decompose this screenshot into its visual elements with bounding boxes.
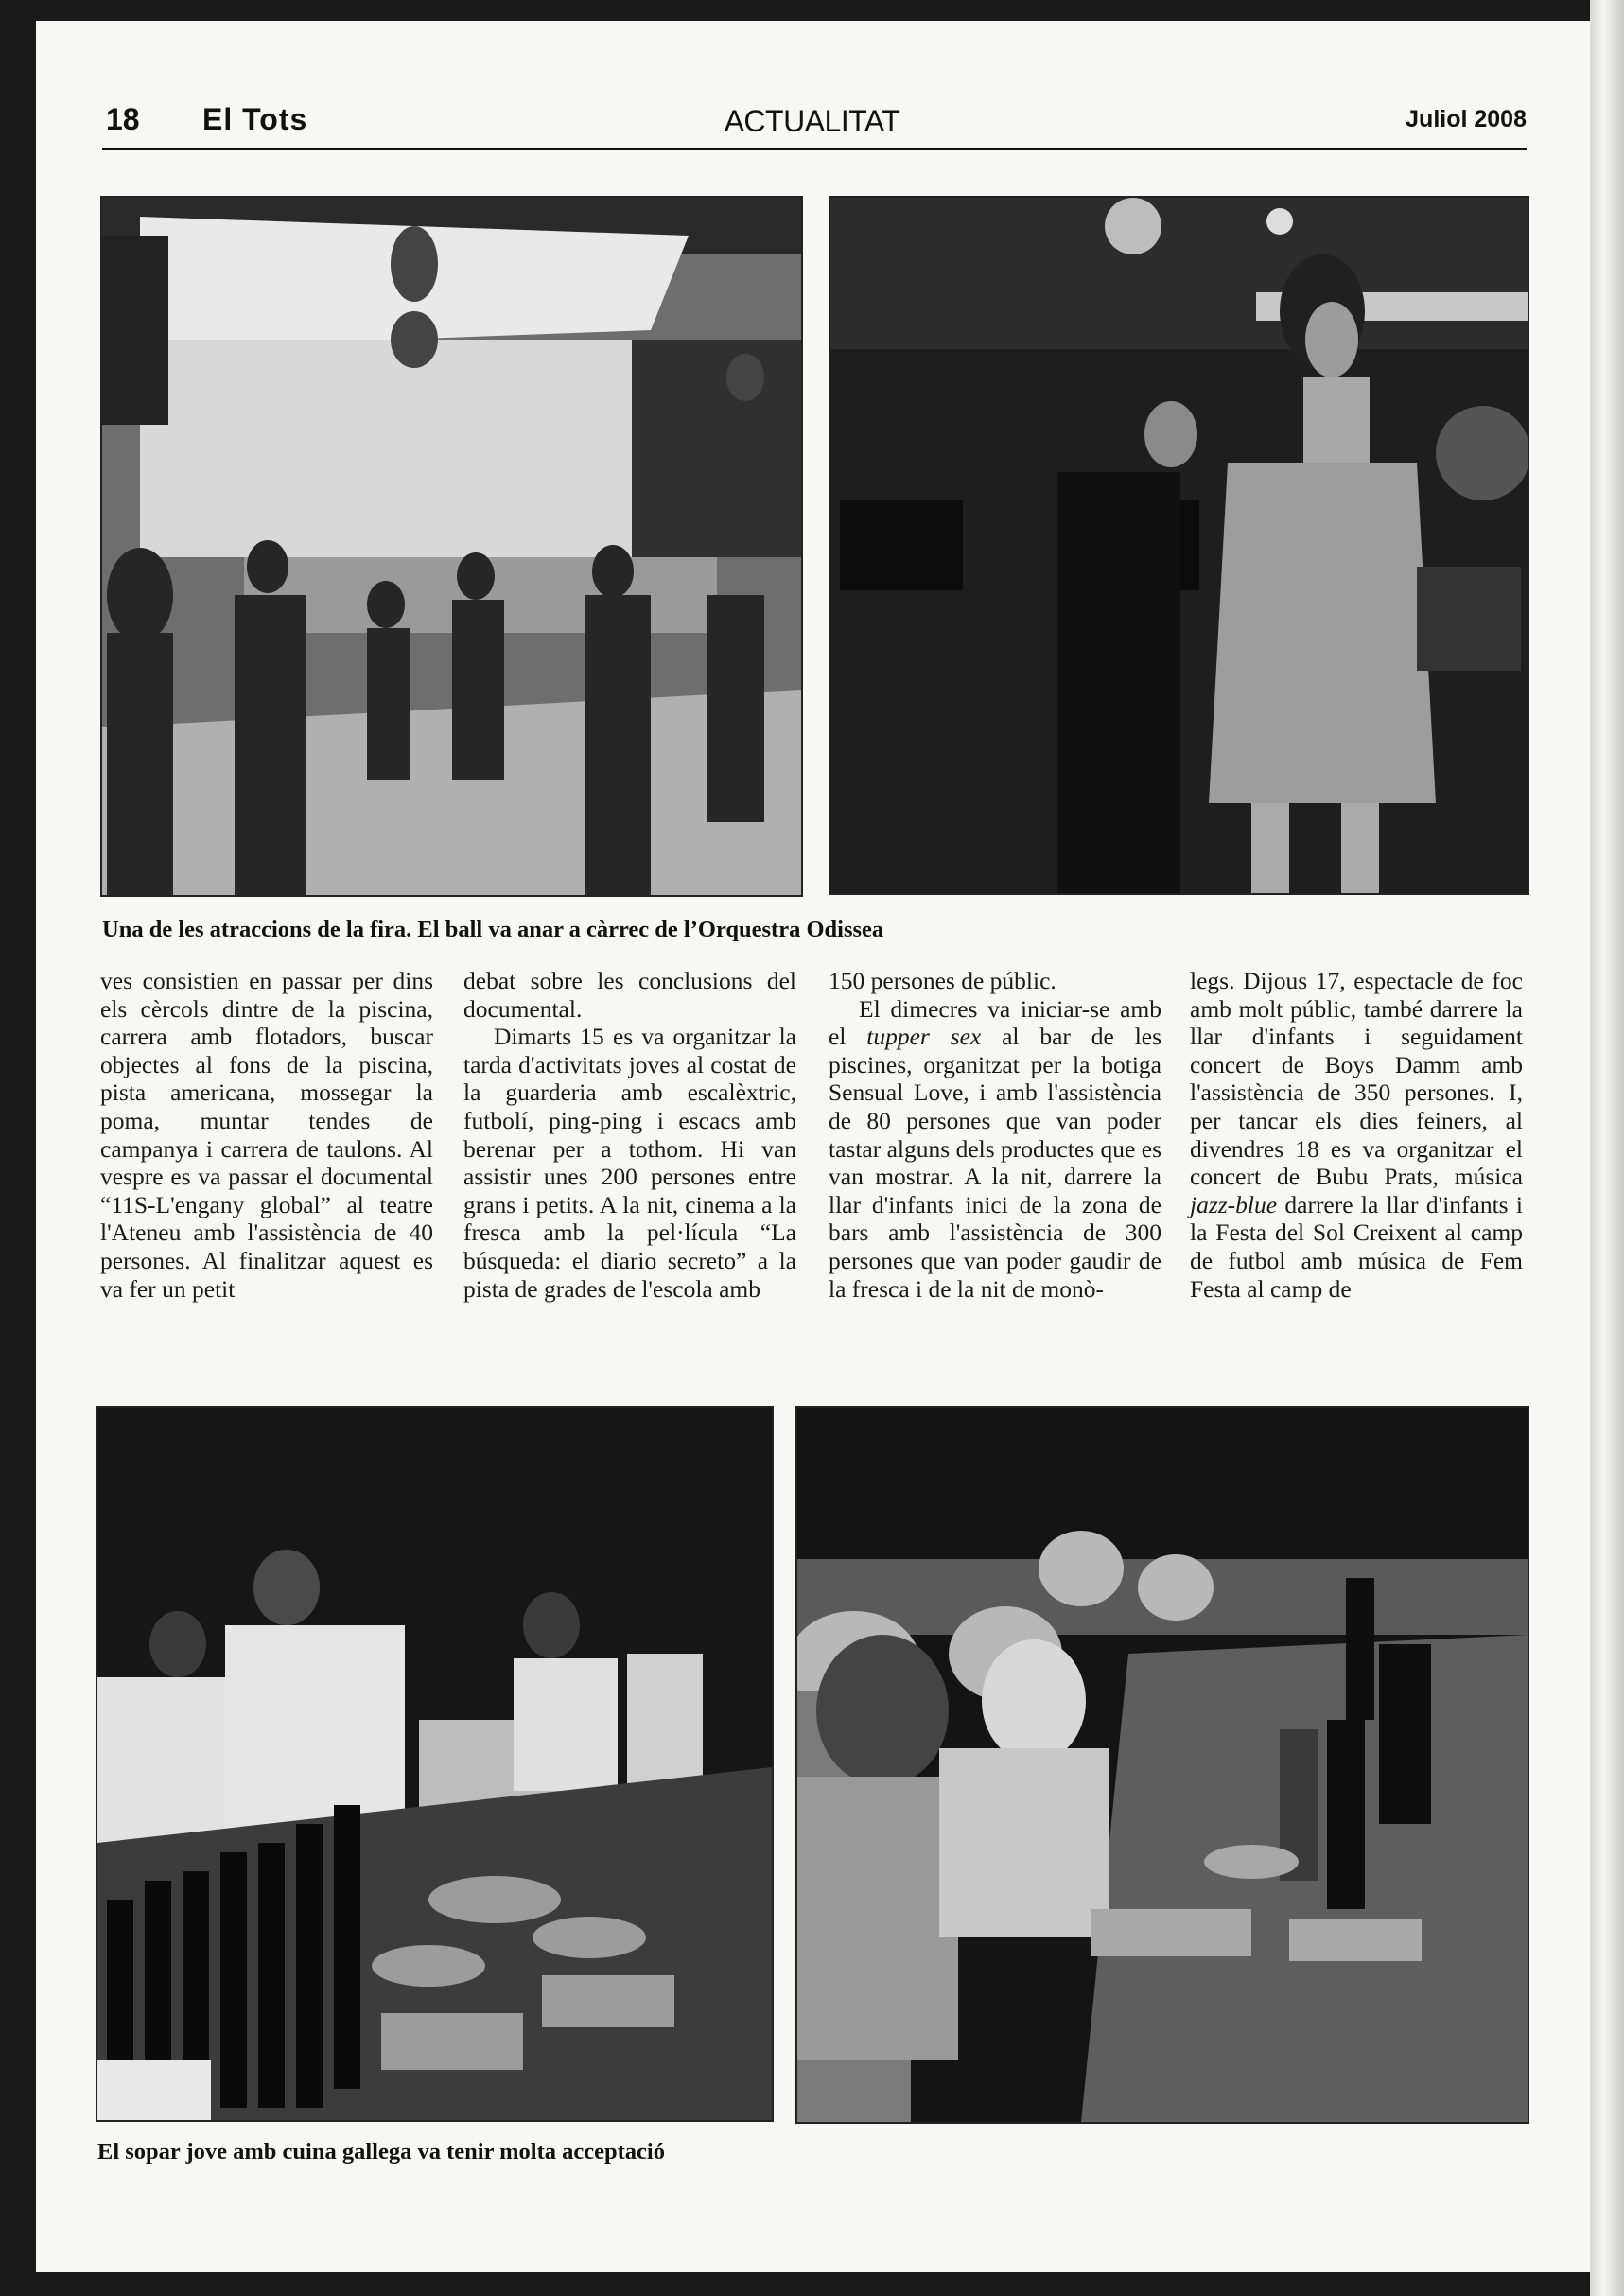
caption-bottom-photos: El sopar jove amb cuina gallega va tenir molta acceptació: [97, 2139, 665, 2165]
publication-name: El Tots: [202, 102, 308, 136]
article-text: darrere la llar d'infants i la Festa del Sol Creixent al camp de futbol amb música de Fem Festa al camp de: [1190, 1190, 1523, 1303]
header-rule: [102, 148, 1527, 150]
page-number: 18: [106, 102, 140, 136]
article-column-1: [100, 967, 433, 1303]
article-paragraph: debat sobre les conclusions del documental.: [463, 967, 796, 1023]
article-column-2: [463, 967, 796, 1303]
article-paragraph: [829, 995, 1161, 1304]
page-spine-shadow: [1590, 0, 1624, 2296]
article-text-emphasis: tupper sex: [866, 1023, 982, 1051]
section-title: ACTUALITAT: [724, 104, 900, 138]
article-paragraph: [1190, 967, 1523, 1303]
article-text: legs. Dijous 17, espectacle de foc amb molt públic, també darrere la llar d'infants i seguidament concert de Boys Damm amb l'assistència de 350 persones. I, per tancar els dies feiners, al divendres 18 es va organitzar el concert de Bubu Prats, música: [1190, 967, 1523, 1191]
article-text-emphasis: jazz-blue: [1190, 1190, 1278, 1218]
photo-galician-dinner-buffet: [96, 1406, 774, 2122]
article-column-4: [1190, 967, 1523, 1303]
article-paragraph: 150 persones de públic.: [829, 967, 1056, 994]
article-column-3: [829, 967, 1161, 1303]
article-paragraph: Dimarts 15 es va organitzar la tarda d'activitats joves al costat de la guarderia amb escalèxtric, futbolí, ping-ping i escacs amb berenar per a tothom. Hi van assistir unes 200 persones entre grans i petits. A la nit, cinema a la fresca amb la pel·lícula “La búsqueda: el diario secreto” a la pista de grades de l'escola amb: [463, 1023, 796, 1303]
article-text: El dimecres va iniciar-se amb el: [829, 994, 1161, 1051]
article-paragraph: ves consistien en passar per dins els cèrcols dintre de la piscina, carrera amb flotadors, buscar objectes al fons de la piscina, pista americana, mossegar la poma, muntar tendes de campanya i carrera de taulons. Al vespre es va passar el documental “11S-L'engany global” al teatre l'Ateneu amb l'assistència de 40 persones. Al finalitzar aquest es va fer un petit: [100, 967, 433, 1303]
photo-dinner-long-table: [795, 1406, 1529, 2124]
photo-fair-attraction: [100, 196, 803, 897]
article-text: al bar de les piscines, organitzat per la botiga Sensual Love, i amb l'assistència de 80 persones que van poder tastar alguns dels productes que es van mostrar. A la nit, darrere la llar d'infants inici de la zona de bars amb l'assistència de 300 persones que van poder gaudir de la fresca i de la nit de monò-: [829, 1023, 1162, 1303]
issue-date: Juliol 2008: [1406, 106, 1527, 132]
photo-orchestra-odissea: [829, 196, 1529, 895]
caption-top-photos: Una de les atraccions de la fira. El ball va anar a càrrec de l’Orquestra Odissea: [102, 917, 884, 942]
